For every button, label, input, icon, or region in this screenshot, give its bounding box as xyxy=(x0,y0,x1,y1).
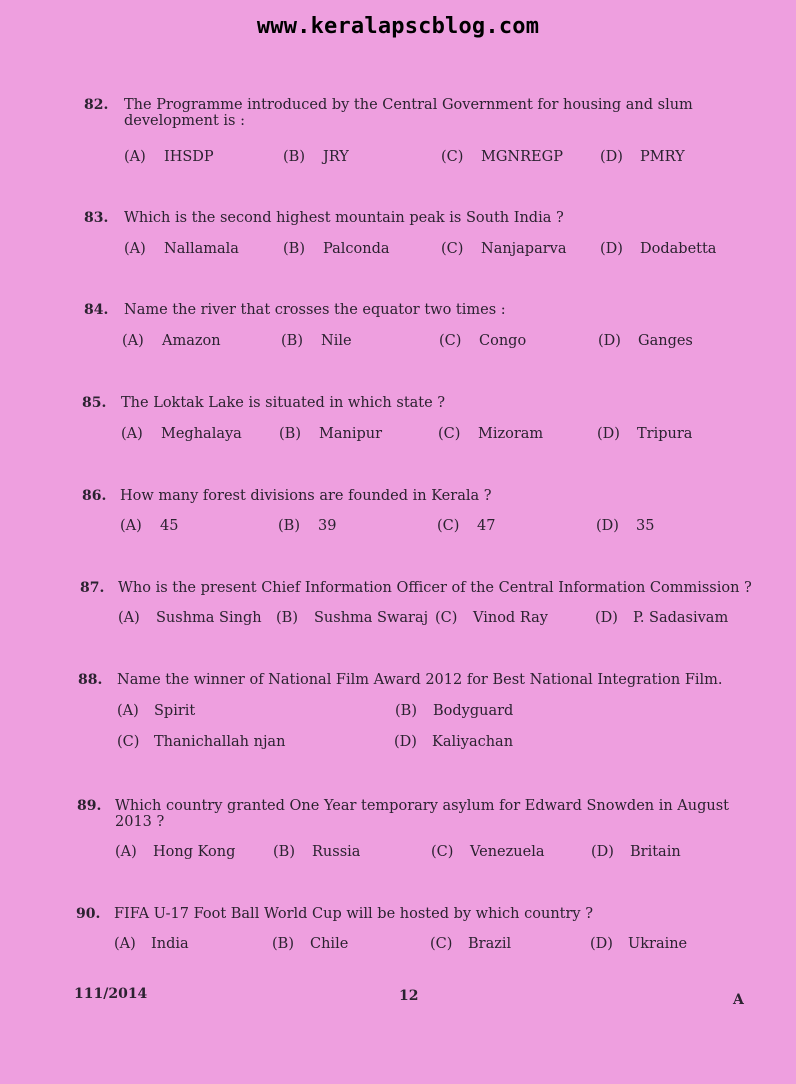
question-text: Which is the second highest mountain peak is South India ? xyxy=(124,210,564,226)
question-text: The Loktak Lake is situated in which state ? xyxy=(121,395,446,411)
question-number: 82. xyxy=(84,97,109,113)
option-a: (A) IHSDP xyxy=(124,149,214,165)
option-d: (D) P. Sadasivam xyxy=(595,610,729,626)
option-c: (C) Vinod Ray xyxy=(435,610,548,626)
option-a: (A) Hong Kong xyxy=(115,844,236,860)
option-c: (C) Brazil xyxy=(430,936,512,952)
option-a: (A) 45 xyxy=(120,518,179,534)
option-d: (D) Tripura xyxy=(597,426,693,442)
paper-code: 111/2014 xyxy=(74,986,148,1002)
option-b: (B) Bodyguard xyxy=(395,703,514,719)
option-b: (B) Sushma Swaraj xyxy=(276,610,429,626)
question-number: 85. xyxy=(82,395,107,411)
option-a: (A) Nallamala xyxy=(124,241,239,257)
question-text: FIFA U-17 Foot Ball World Cup will be hosted by which country ? xyxy=(114,906,593,922)
question-text: Which country granted One Year temporary asylum for Edward Snowden in August 2013 ? xyxy=(115,798,730,830)
option-d: (D) Kaliyachan xyxy=(394,734,514,750)
option-a: (A) Meghalaya xyxy=(121,426,242,442)
option-d: (D) Dodabetta xyxy=(600,241,717,257)
option-b: (B) Nile xyxy=(281,333,352,349)
page-number: 12 xyxy=(399,988,419,1004)
question-number: 84. xyxy=(84,302,109,318)
option-b: (B) Manipur xyxy=(279,426,383,442)
question-number: 83. xyxy=(84,210,109,226)
question-number: 90. xyxy=(76,906,101,922)
question-text: Name the river that crosses the equator two times : xyxy=(124,302,506,318)
option-b: (B) Palconda xyxy=(283,241,390,257)
option-b: (B) 39 xyxy=(278,518,337,534)
option-b: (B) Russia xyxy=(273,844,361,860)
option-d: (D) Britain xyxy=(591,844,681,860)
question-number: 89. xyxy=(77,798,102,814)
option-c: (C) MGNREGP xyxy=(441,149,563,165)
option-c: (C) Venezuela xyxy=(431,844,545,860)
question-text: Name the winner of National Film Award 2012 for Best National Integration Film. xyxy=(117,672,723,688)
question-number: 87. xyxy=(80,580,105,596)
option-d: (D) Ganges xyxy=(598,333,693,349)
option-d: (D) PMRY xyxy=(600,149,685,165)
question-text: Who is the present Chief Information Officer of the Central Information Commission ? xyxy=(118,580,752,596)
option-c: (C) Nanjaparva xyxy=(441,241,567,257)
option-c: (C) Congo xyxy=(439,333,527,349)
watermark-url: www.keralapscblog.com xyxy=(256,14,540,39)
question-text: How many forest divisions are founded in Kerala ? xyxy=(120,488,492,504)
option-a: (A) Amazon xyxy=(122,333,221,349)
option-a: (A) Sushma Singh xyxy=(118,610,262,626)
option-b: (B) Chile xyxy=(272,936,349,952)
series-letter: A xyxy=(733,992,744,1008)
option-c: (C) 47 xyxy=(437,518,496,534)
option-a: (A) Spirit xyxy=(117,703,196,719)
question-number: 88. xyxy=(78,672,103,688)
option-b: (B) JRY xyxy=(283,149,349,165)
option-c: (C) Thanichallah njan xyxy=(117,734,286,750)
option-c: (C) Mizoram xyxy=(438,426,544,442)
option-d: (D) 35 xyxy=(596,518,655,534)
question-number: 86. xyxy=(82,488,107,504)
option-d: (D) Ukraine xyxy=(590,936,688,952)
option-a: (A) India xyxy=(114,936,189,952)
question-text: The Programme introduced by the Central Government for housing and slum development is : xyxy=(124,97,693,129)
